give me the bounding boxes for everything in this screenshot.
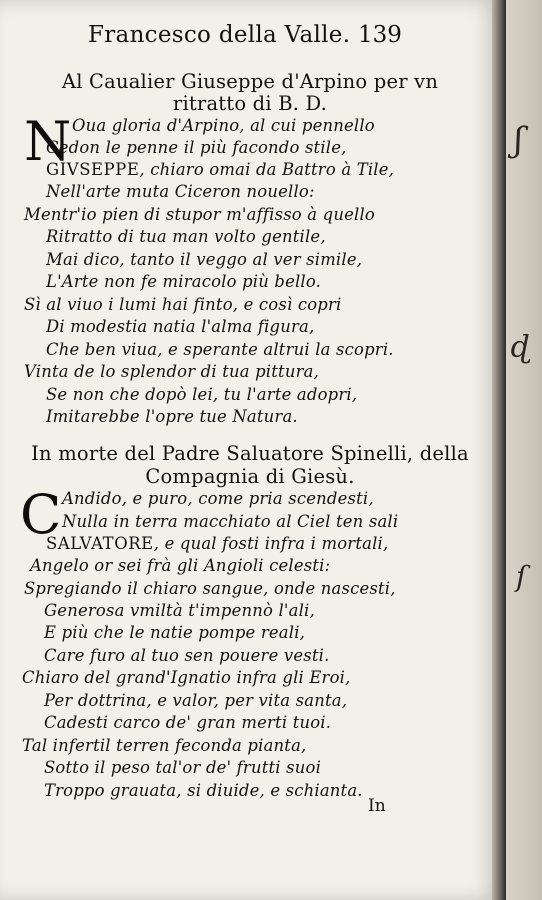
poem2-line-4: Angelo or sei frà gli Angioli celesti:: [30, 556, 331, 575]
facing-page-edge: [506, 0, 542, 900]
poem2-line-13: Sotto il peso tal'or de' frutti suoi: [44, 758, 322, 777]
poem1-drop-cap: N: [24, 110, 72, 173]
poem2-line-14: Troppo grauata, si diuide, e schianta.: [44, 781, 363, 800]
proper-name: SALVATORE: [46, 534, 154, 553]
book-gutter: [492, 0, 506, 900]
poem2-line-3: SALVATORE, e qual fosti infra i mortali,: [46, 534, 389, 553]
poem1-line-13: Se non che dopò lei, tu l'arte adopri,: [46, 385, 358, 404]
poem1-line-12: Vinta de lo splendor di tua pittura,: [24, 362, 319, 381]
poem2-line-2: Nulla in terra macchiato al Ciel ten sali: [62, 512, 399, 531]
running-head: [0, 22, 498, 52]
poem1-heading-line-1: Al Caualier Giuseppe d'Arpino per vn: [61, 70, 439, 93]
poem1-line-4: Nell'arte muta Ciceron nouello:: [46, 182, 315, 201]
catchword: In: [368, 796, 386, 816]
handwriting-mark: ſ: [516, 560, 527, 593]
poem2-heading-line-2: Compagnia di Giesù.: [145, 465, 355, 488]
poem2-drop-cap: C: [20, 483, 62, 546]
proper-name: GIVSEPPE: [46, 160, 140, 179]
poem2-line-9: Chiaro del grand'Ignatio infra gli Eroi,: [22, 668, 351, 687]
poem2-line-7: E più che le natie pompe reali,: [44, 623, 306, 642]
poem2-line-12: Tal infertil terren feconda pianta,: [22, 736, 307, 755]
handwriting-mark: ɖ: [510, 330, 530, 365]
handwriting-mark: ʃ: [514, 120, 524, 160]
poem1-line-5: Mentr'io pien di stupor m'affisso à quello: [24, 205, 375, 224]
running-head-title: Francesco della Valle.: [88, 22, 351, 48]
poem2-line-8: Care furo al tuo sen pouere vesti.: [44, 646, 330, 665]
poem1-line-1: Oua gloria d'Arpino, al cui pennello: [72, 116, 375, 135]
poem2-line-5: Spregiando il chiaro sangue, onde nascesti,: [24, 579, 396, 598]
page-number: 139: [358, 22, 402, 48]
poem1-line-9: Sì al viuo i lumi hai finto, e così copri: [24, 295, 342, 314]
poem1-line-7: Mai dico, tanto il veggo al ver simile,: [46, 250, 363, 269]
poem2-line-10: Per dottrina, e valor, per vita santa,: [44, 691, 348, 710]
poem2-line-6: Generosa vmiltà t'impennò l'ali,: [44, 601, 315, 620]
poem1-line-14: Imitarebbe l'opre tue Natura.: [46, 407, 298, 426]
poem1-heading-line-2: ritratto di B. D.: [172, 92, 328, 115]
poem1-line-8: L'Arte non fe miracolo più bello.: [46, 272, 322, 291]
poem1-line-10: Di modestia natia l'alma figura,: [46, 317, 315, 336]
poem2-line-1: Andido, e puro, come pria scendesti,: [62, 489, 374, 508]
poem2-heading-line-1: In morte del Padre Saluatore Spinelli, della: [31, 442, 469, 465]
poem1-line-3: GIVSEPPE, chiaro omai da Battro à Tile,: [46, 160, 395, 179]
poem1-line-2: Cedon le penne il più facondo stile,: [46, 138, 347, 157]
poem1-line-11: Che ben viua, e sperante altrui la scopri.: [46, 340, 394, 359]
poem2-line-11: Cadesti carco de' gran merti tuoi.: [44, 713, 332, 732]
poem1-line-6: Ritratto di tua man volto gentile,: [46, 227, 326, 246]
